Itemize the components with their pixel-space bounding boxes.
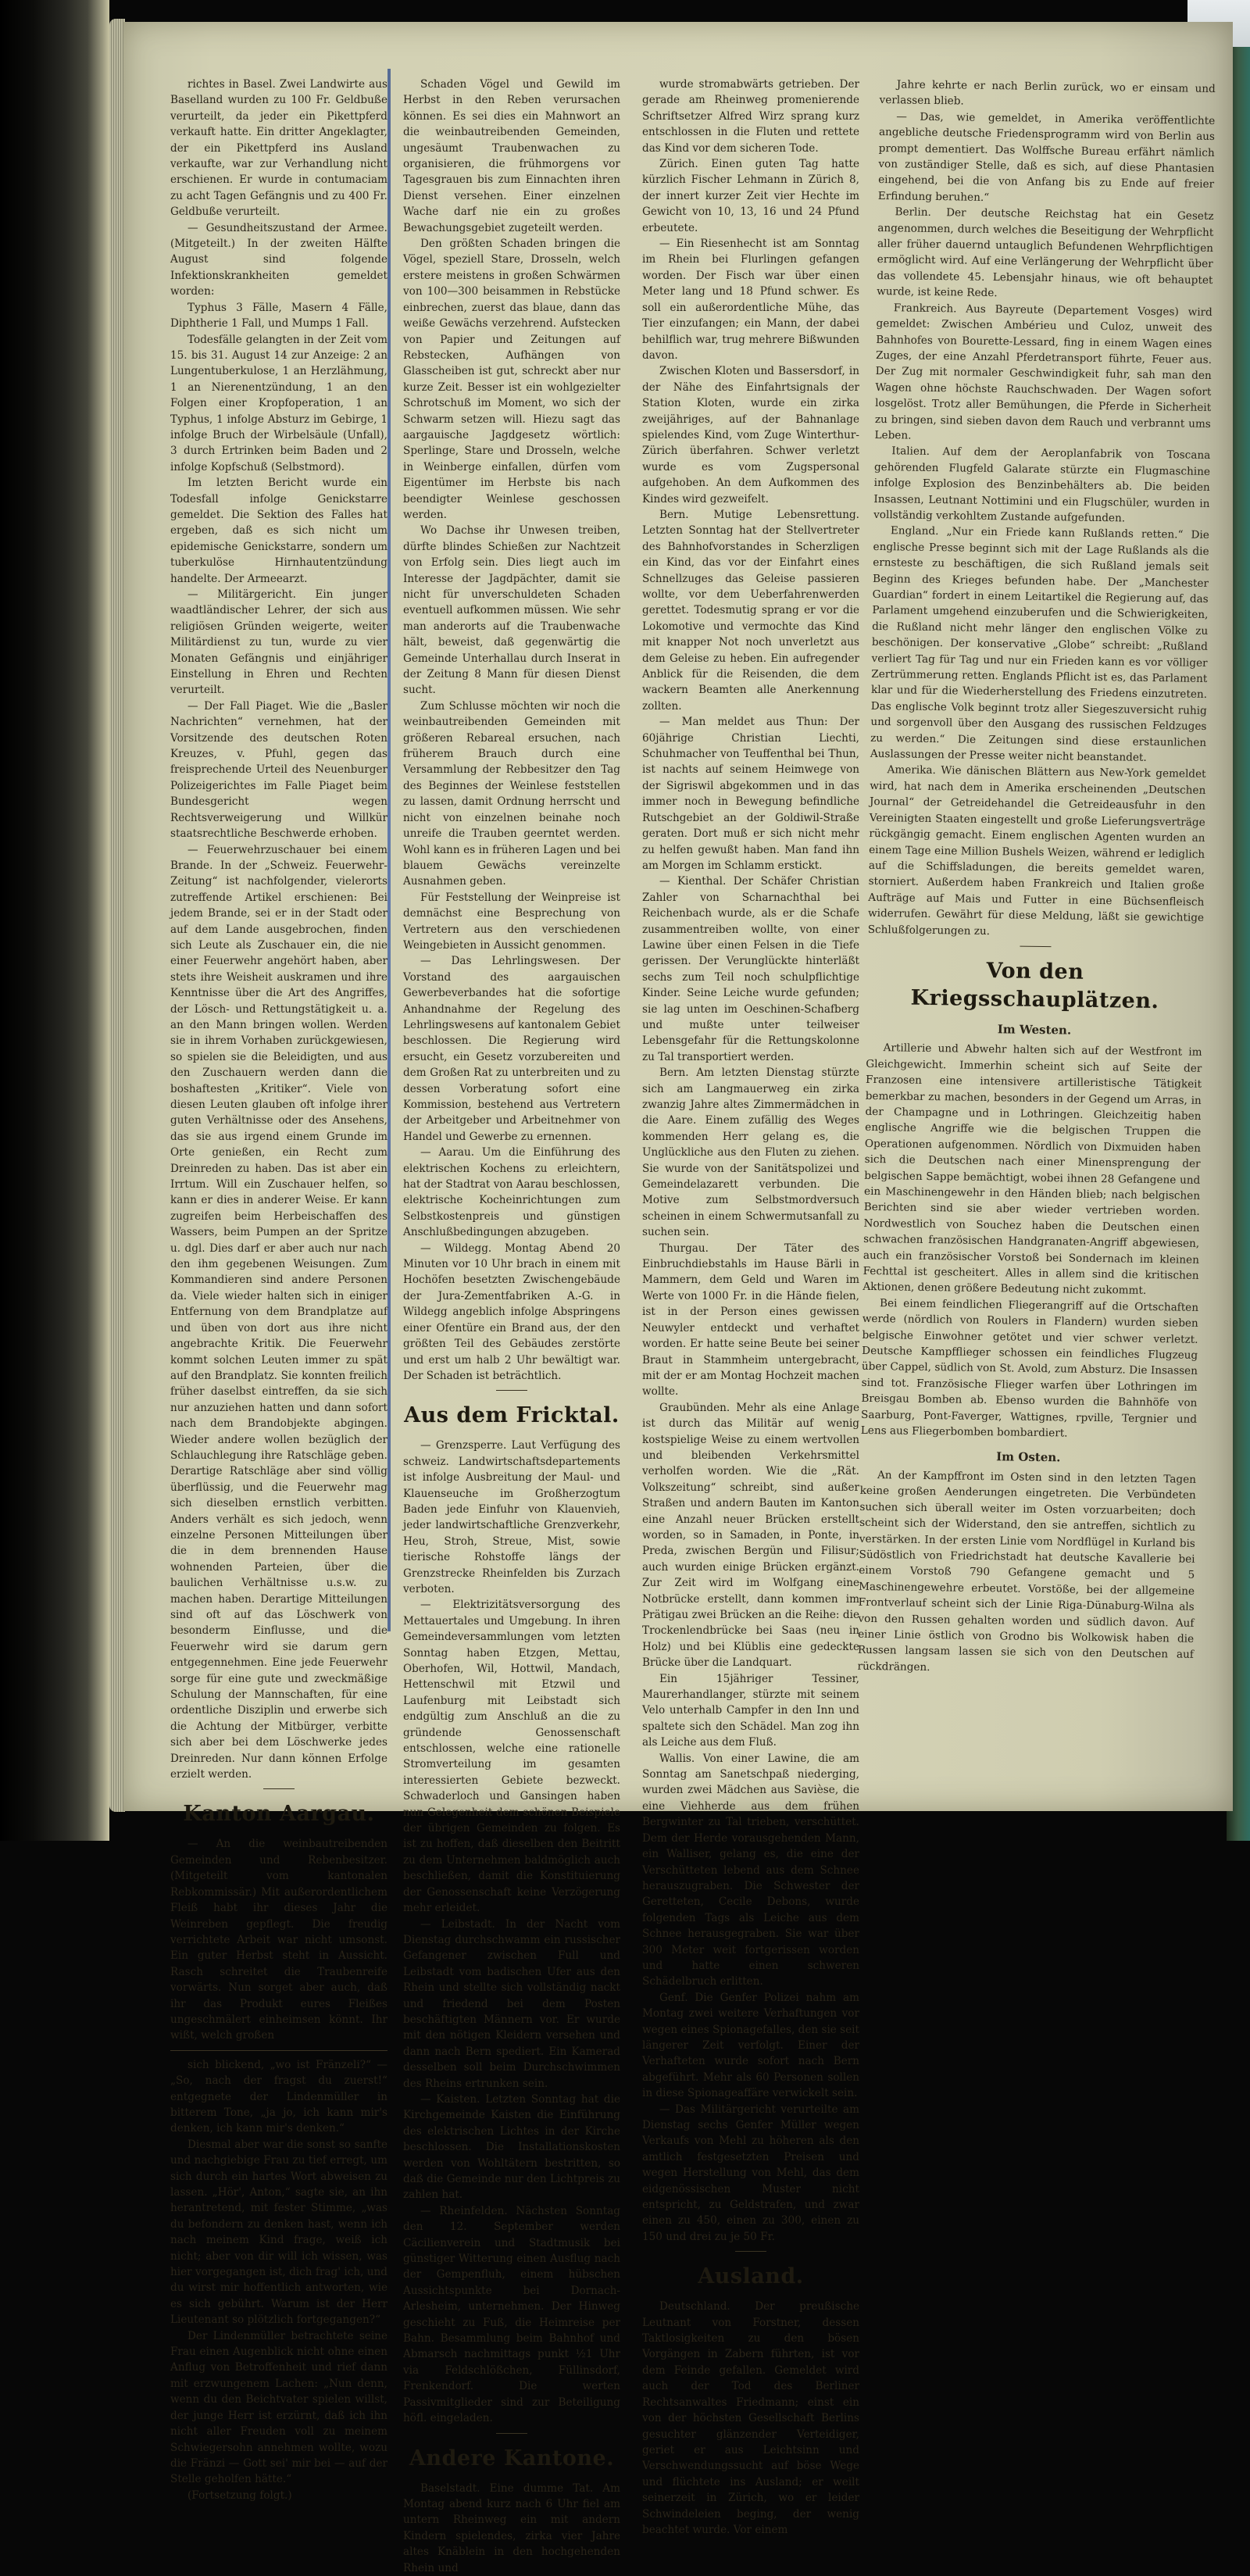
column-3-text-2 <box>642 2299 859 2538</box>
paragraph: — Der Fall Piaget. Wie die „Basler Nachrichten“ vernehmen, hat der Vorsitzende des deutschen Roten Kreuzes, v. Pfuhl, gegen das freisprechende Urteil des Neuenburger Polizeigerichtes im Falle Piaget beim Bundesgericht wegen Rechtsverweigerung und Willkür staatsrechtliche Beschwerde erhoben. <box>170 699 388 841</box>
paragraph: — Grenzsperre. Laut Verfügung des schweiz. Landwirtschaftsdepartements ist infolge Ausbreitung der Maul- und Klauenseuche im Großherzogtum Baden jede Einfuhr von Klauenvieh, jeder landwirtschaftliche Grenzverkehr, Heu, Stroh, Streue, Mist, sowie tierische Rohstoffe längs der Grenzstrecke Rheinfelden bis Zurzach verboten. <box>403 1439 620 1595</box>
paragraph: — Aarau. Um die Einführung des elektrischen Kochens zu erleichtern, hat der Stadtrat von Aarau beschlossen, elektrische Kocheinrichtungen zum Selbstkostenpreis und günstigen Anschlußbedingungen abzugeben. <box>403 1146 620 1239</box>
paragraph: — Feuerwehrzuschauer bei einem Brande. In der „Schweiz. Feuerwehr-Zeitung“ ist nachfolgender, vielerorts zutreffende Artikel erschienen: Bei jedem Brande, sei er in der Stadt oder auf dem Lande ausgebrochen, finden sich Leute als Zuschauer ein, die nie einer Feuerwehr angehört haben, aber stets ihre Weisheit auskramen und ihre Kenntnisse über die Art des Angriffes, der Lösch- und Rettungstätigkeit u. a. an den Mann bringen wollen. Werden sie in ihrem Vorhaben zurückgewiesen, so spielen sie die Beleidigten, und aus den Zuschauern werden dann die boshaftesten „Kritiker“. Viele von diesen Leuten glauben oft infolge ihrer guten Verhältnisse oder des Ansehens, das sie aus irgend einem Grunde im Orte genießen, ein Recht zum Dreinreden zu haben. Das ist aber ein Irrtum. Will ein Zuschauer helfen, so kann er dies in anderer Weise. Er kann zugreifen beim Herbeischaffen des Wassers, beim Pumpen an der Spritze u. dgl. Dies darf er aber auch nur nach den ihm gegebenen Weisungen. Zum Kommandieren sind andere Personen da. Viele wieder halten sich in einiger Entfernung von dem Brandplatze auf und üben von dort aus ihre nicht angebrachte Kritik. Die Feuerwehr kommt solchen Leuten immer zu spät auf den Brandplatz. Sie konnten freilich früher daselbst eintreffen, da sie sich nur anzuziehen hatten und dann sofort nach dem Brandobjekte abgingen. Wieder andere wollen bezüglich der Schlauchlegung ihre Ratschläge geben. Derartige Ratschläge aber sind völlig überflüssig, und die Feuerwehr mag sich dieselben ernstlich verbitten. Anders verhält es sich jedoch, wenn einzelne Personen Mitteilungen über die in dem brennenden Hause wohnenden Parteien, über die baulichen Verhältnisse u.s.w. zu machen haben. Derartige Mitteilungen sind oft auf das Löschwerk von besonderm Einflusse, und die Feuerwehr wird sie darum gern entgegennehmen. Eine jede Feuerwehr sorge für eine gute und zweckmäßige Schulung der Mannschaften, für eine ordentliche Disziplin und erwerbe sich die Achtung der Mitbürger, verbitte sich aber bei dem Löschwerke jedes Dreinreden. Nur dann können Erfolge erzielt werden. <box>170 843 388 1781</box>
separator <box>1020 946 1051 948</box>
paragraph: Amerika. Wie dänischen Blättern aus New-York gemeldet wird, hat nach dem in Amerika erscheinenden „Deutschen Journal“ der Getreidehandel die Getreideausfuhr in den Vereinigten Staaten eingestellt und große Lieferungsverträge rückgängig gemacht. Einem englischen Agenten wurden an einem Tage eine Million Bushels Weizen, während er lediglich auf die Schiffsladungen, die bereits gemeldet waren, storniert. Außerdem haben Frankreich und Italien große Aufträge auf Mais und Futter in eine Büchsenfleisch widerrufen. Gewährt für diese Meldung, läßt sie gewichtige Schlußfolgerungen zu. <box>867 763 1206 938</box>
paragraph: Typhus 3 Fälle, Masern 4 Fälle, Diphtherie 1 Fall, und Mumps 1 Fall. <box>170 301 388 330</box>
section-heading: Aus dem Fricktal. <box>404 1403 620 1428</box>
paragraph: Bern. Am letzten Dienstag stürzte sich am Langmauerweg ein zirka zwanzig Jahre altes Zimmermädchen in die Aare. Einem zufällig des Weges kommenden Herr gelang es, die Unglückliche aus den Fluten zu ziehen. Sie wurde von der Sanitätspolizei und Gemeindelazarett verbunden. Die Motive zum Selbstmordversuch scheinen in einem Schwermutsanfall zu suchen sein. <box>642 1066 859 1239</box>
book-spine-edge <box>0 0 109 1841</box>
paragraph: — Militärgericht. Ein junger waadtländischer Lehrer, der sich aus religiösen Gründen weigerte, weiter Militärdienst zu tun, wurde zu vier Monaten Gefängnis und einjähriger Einstellung in Ehren und Rechten verurteilt. <box>170 588 388 697</box>
paragraph: — Elektrizitätsversorgung des Mettauertales und Umgebung. In ihren Gemeindeversammlungen vom letzten Sonntag haben Etzgen, Mettau, Oberhofen, Wil, Hottwil, Mandach, Hettenschwil mit Etzwil und Laufenburg mit Leibstadt sich endgültig zum Anschluß an die zu gründende Genossenschaft entschlossen, welche eine rationelle Stromverteilung im gesamten interessierten Gebiete bezweckt. Schwaderloch und Gansingen haben nun Gelegenheit dem schönen Beispiele der übrigen Gemeinden zu folgen. Es ist zu hoffen, daß dieselben den Beitritt zu dem Unternehmen baldmöglich auch beschließen, damit die Konstituierung der Genossenschaft keine Verzögerung mehr erleidet. <box>403 1599 620 1915</box>
paragraph: Italien. Auf dem der Aeroplanfabrik von Toscana gehörenden Flugfeld Galarate stürzte ein Flugmaschine infolge Explosion des Benzinbehälters ab. Die beiden Insassen, Leutnant Nottimini und ein Flugschüler, wurden in vollständig verkohltem Zustande aufgefunden. <box>873 445 1211 525</box>
paragraph: — Kienthal. Der Schäfer Christian Zahler von Scharnachthal bei Reichenbach wurde, als er die Schafe zusammentreiben wollte, von einer Lawine über einen Felsen in die Tiefe gerissen. Der Verunglückte hinterläßt sechs zum Teil noch schulpflichtige Kinder. Seine Leiche wurde gefunden; sie lag unten im Oeschinen-Schafberg und mußte unter teilweiser Lebensgefahr für die Rettungskolonne zu Tal transportiert werden. <box>642 875 859 1063</box>
blue-ribbon-marker <box>388 69 391 1631</box>
paragraph: Bei einem feindlichen Fliegerangriff auf die Ortschaften werde (nördlich von Roulers in Flandern) wurden sieben belgische Einwohner getötet und vier schwer verletzt. Deutsche Kampfflieger schossen ein feindliches Flugzeug über Cappel, südlich von St. Avold, zum Absturz. Die Insassen sind tot. Französische Flieger warfen über Lothringen im Breisgau Bomben ab. Ebenso wurden die Bahnhöfe von Saarburg, Pont-Faverger, Wattignes, rpville, Tergnier und Lens aus Fliegerbomben bombardiert. <box>860 1296 1199 1440</box>
section-heading: Kanton Aargau. <box>183 1802 375 1827</box>
paragraph: Graubünden. Mehr als eine Anlage ist durch das Militär auf wenig kostspielige Weise zu einem wertvollen und bleibenden Verkehrsmittel verholfen worden. Wie die „Rät. Volkszeitung“ schreibt, sind außer Straßen und andern Bauten im Kanton eine Anzahl neuer Brücken erstellt worden, so in Samaden, in Ponte, in Preda, zwischen Bergün und Filisur; auch wurden einige Brücken ergänzt. Zur Zeit wird im Wolfgang eine Notbrücke erstellt, dann kommen im Prätigau zwei Brücken an die Reihe: die Trockenlendbrücke bei Saas (neu in Holz) und bei Klüblis eine gedeckte Brücke über die Landquart. <box>642 1401 859 1670</box>
paragraph: Baselstadt. Eine dumme Tat. Am Montag abend kurz nach 6 Uhr fiel am untern Rheinweg ein mit andern Kindern spielendes, zirka vier Jahre altes Knäblein in den hochgehenden Rhein und <box>403 2481 620 2574</box>
paragraph: richtes in Basel. Zwei Landwirte aus Baselland wurden zu 100 Fr. Geldbuße verurteilt, da jeder ein Pikettpferd verkauft hatte. Ein dritter Angeklagter, der ein Pikettpferd ins Ausland verkaufte, war zur Verhandlung nicht erschienen. Er wurde in contumaciam zu acht Tagen Gefängnis und zu 400 Fr. Geldbuße verurteilt. <box>170 78 388 219</box>
paragraph: wurde stromabwärts getrieben. Der gerade am Rheinweg promenierende Schriftsetzer Alfred Wirz sprang kurz entschlossen in die Fluten und rettete das Kind vor dem sicheren Tode. <box>642 78 859 155</box>
paragraph: — Gesundheitszustand der Armee. (Mitgeteilt.) In der zweiten Hälfte August sind folgende Infektionskrankheiten gemeldet worden: <box>170 221 388 298</box>
paragraph: — Ein Riesenhecht ist am Sonntag im Rhein bei Flurlingen gefangen worden. Der Fisch war über einen Meter lang und 18 Pfund schwer. Es soll ein außerordentliche Mühe, das Tier einzufangen; ein Mann, der dabei behilflich war, trug mehrere Bißwunden davon. <box>642 238 859 362</box>
paragraph: Schaden Vögel und Gewild im Herbst in den Reben verursachen können. Es sei dies ein Mahnwort an die weinbautreibenden Gemeinden, ungesäumt Traubenwachen zu organisieren, die frühmorgens vor Tagesgrauen bis zum Einnachten ihren Dienst versehen. Einer einzelnen Wache darf nie ein zu großes Bewachungsgebiet zugeteilt werden. <box>403 78 620 234</box>
paragraph: Zürich. Einen guten Tag hatte kürzlich Fischer Lehmann in Zürich 8, der innert kurzer Zeit vier Hechte im Gewicht von 10, 13, 16 und 24 Pfund erbeutete. <box>642 158 859 234</box>
separator <box>263 1788 295 1789</box>
paragraph: — Wildegg. Montag Abend 20 Minuten vor 10 Uhr brach in einem mit Hochöfen besetzten Zwischengebäude der Jura-Zementfabriken A.-G. in Wildegg angeblich infolge Abspringens einer Ofentüre ein Brand aus, der den größten Teil des Gebäudes zerstörte und erst um halb 2 Uhr bewältigt war. Der Schaden ist beträchtlich. <box>403 1242 620 1382</box>
paragraph: Diesmal aber war die sonst so sanfte und nachgiebige Frau zu tief erregt, um sich durch ein hartes Wort abweisen zu lassen. „Hör', Anton,“ sagte sie, an ihn herantretend, mit fester Stimme, „was du befondern zu denken hast, wenn ich nach meinem Kind frage, weiß ich nicht; aber von dir will ich wissen, was hier vorgegangen ist, dich frag' ich, und du wirst mir hoffentlich antworten, wie es sich gebührt. Warum ist der Herr Lieutenant so plötzlich fortgegangen?“ <box>170 2138 388 2327</box>
paragraph: Ein 15jähriger Tessiner, Maurerhandlanger, stürzte mit seinem Velo unterhalb Campfer in den Inn und spaltete sich den Schädel. Man zog ihn als Leiche aus dem Fluß. <box>642 1672 859 1749</box>
paragraph: Thurgau. Der Täter des Einbruchdiebstahls im Hause Bärli in Mammern, dem Geld und Waren im Werte von 1000 Fr. in die Hände fielen, ist in der Person eines gewissen Neuwyler entdeckt und verhaftet worden. Er hatte seine Beute bei seiner Braut in Stammheim untergebracht, mit der er am Montag Hochzeit machen wollte. <box>642 1242 859 1399</box>
paragraph: Zwischen Kloten und Bassersdorf, in der Nähe des Einfahrtsignals der Station Kloten, wurde ein zirka zweijähriges, auf der Bahnanlage spielendes Kind, vom Zuge Winterthur-Zürich überfahren. Schwer verletzt wurde es vom Zugspersonal aufgehoben. An dem Aufkommen des Kindes wird gezweifelt. <box>642 365 859 506</box>
paragraph: Im letzten Bericht wurde ein Todesfall infolge Genickstarre gemeldet. Die Sektion des Falles hat ergeben, daß es sich nicht um epidemische Genickstarre, sondern um tuberkulöse Hirnhautentzündung handelte. Der Armeearzt. <box>170 477 388 585</box>
separator <box>496 2433 527 2434</box>
paragraph: Zum Schlusse möchten wir noch die weinbautreibenden Gemeinden mit größeren Rebareal ersuchen, nach früherem Brauch durch eine Versammlung der Rebbesitzer den Tag des Beginnes der Weinlese feststellen zu lassen, damit Ordnung herrscht und nicht von einzelnen beinahe noch unreife die Trauben geerntet werden. Wohl kann es in früheren Lagen und bei blauem Gewächs vereinzelte Ausnahmen geben. <box>403 699 620 888</box>
page-stack-edge <box>109 19 125 1812</box>
paragraph: Berlin. Der deutsche Reichstag hat ein Gesetz angenommen, durch welches die Beseitigung der Wehrpflicht aller früher dauernd untauglich Befundenen Wehrpflichtigen ermöglicht wird. Auf eine Verlängerung der Wehrpflicht über das vollendete 45. Lebensjahr hinaus, wie oft behauptet wurde, ist keine Rede. <box>877 205 1214 300</box>
column-4-text-2 <box>861 1040 1202 1443</box>
column-4-text-3 <box>857 1467 1196 1679</box>
newspaper-page <box>123 22 1233 2574</box>
column-2-text <box>403 77 620 1384</box>
column-2-text-2 <box>403 1438 620 2426</box>
column-1 <box>170 77 388 2503</box>
paragraph: — Das Militärgericht verurteilte am Dienstag sechs Genfer Müller wegen Verkaufs von Mehl zu höheren als den amtlich festgesetzten Preisen und wegen Herstellung von Mehl, das dem eidgenössischen Muster nicht entspricht, zu Geldstrafen, und zwar einen zu 450, einen zu 300, einen zu 150 und drei zu je 50 Fr. <box>642 2103 859 2243</box>
column-2-text-3 <box>403 2481 620 2576</box>
feuilleton-text <box>170 2057 388 2503</box>
section-heading: Andere Kantone. <box>409 2446 615 2471</box>
separator <box>496 1390 527 1391</box>
paragraph: (Fortsetzung folgt.) <box>188 2488 292 2502</box>
paragraph: Den größten Schaden bringen die Vögel, speziell Stare, Drosseln, welch erstere meistens in großen Schwärmen von 100—300 beisammen in Rebstücke einbrechen, zuerst das blaue, dann das weiße Gewächs verzehrend. Aufstecken von Papier und Zeitungen auf Rebstecken, Aufhängen von Glasscheiben ist gut, schreckt aber nur kurze Zeit. Besser ist ein wohlgezielter Schrotschuß im Moment, wo sich der Schwarm setzen will. Hiezu sagt das aargauische Jagdgesetz wörtlich: Sperlinge, Stare und Drosseln, welche in Weinberge einfallen, dürfen vom Eigentümer im Herbste bis nach beendigter Weinlese geschossen werden. <box>403 238 620 521</box>
paragraph: — Das, wie gemeldet, in Amerika veröffentlichte angebliche deutsche Friedensprogramm wird von Berlin aus prompt dementiert. Das Wolffsche Bureau erfährt nämlich von zuständiger Stelle, daß es sich, auf diese Phantasien eingehend, bei die von Anfang bis zu Ende auf freier Erfindung beruhen.“ <box>877 110 1216 204</box>
paragraph: — An die weinbautreibenden Gemeinden und Rebenbesitzer. (Mitgeteilt vom kantonalen Rebkommissär.) Mit außerordentlichem Fleiß habt ihr dieses Jahr die Weinreben gepflegt. Die freudig verrichtete Arbeit war nicht umsonst. Ein guter Herbst steht in Aussicht. Rasch schreitet die Traubenreife vorwärts. Nun sorget aber auch, daß ihr das Produkt eures Fleißes ungeschmälert einheimsen könnt. Ihr wißt, welch großen <box>170 1838 388 2042</box>
column-3-text <box>642 77 859 2245</box>
paragraph: Wallis. Von einer Lawine, die am Sonntag am Sanetschpaß niederging, wurden zwei Mädchen aus Savièse, die eine Viehherde aus dem frühen Bergwinter zu Tal trieben, verschüttet. Dem der Herde vorausgehenden Mann, ein Walliser, gelang es, die eine der Verschütteten lebend aus dem Schnee herauszugraben. Die Schwester der Geretteten, Cecile Debons, wurde folgenden Tags als Leiche aus dem Schnee herausgegraben. Sie war über 300 Meter weit fortgerissen worden und hatte einen schweren Schädelbruch erlitten. <box>642 1752 859 1988</box>
paragraph: sich blickend, „wo ist Fränzeli?“ — „So, nach der fragst du zuerst!“ entgegnete der Lindenmüller in bitterem Tone, „ja jo, ich kann mir's denken, ich kann mir's denken.“ <box>170 2058 388 2135</box>
subsection-heading: Im Osten. <box>996 1449 1061 1464</box>
subsection-heading: Im Westen. <box>997 1022 1072 1038</box>
paragraph: — Rheinfelden. Nächsten Sonntag den 12. September werden Cäcilienverein und Stadtmusik bei günstiger Witterung einen Ausflug nach der Gempenfluh, einem hübschen Aussichtspunkte bei Dornach-Arlesheim, unternehmen. Der Hinweg geschieht zu Fuß, die Heimreise per Bahn. Besammlung beim Bahnhof und Abmarsch nachmittags punkt ½1 Uhr via Feldschlößchen, Füllinsdorf, Frenkendorf. Die werten Passivmitglieder sind zur Beteiligung höfl. eingeladen. <box>403 2204 620 2425</box>
section-heading: Ausland. <box>698 2264 804 2289</box>
paragraph: Frankreich. Aus Bayreute (Departement Vosges) wird gemeldet: Zwischen Ambérieu und Culoz, unweit des Bahnhofes von Bourette-Lessard, fing in einem Wagen eines Zuges, der eine Anzahl Pferdetransport führte, Feuer aus. Der Zug mit normaler Geschwindigkeit fuhr, sah man den Wagen ohne höchste Rauchschwaden. Der Wagen sofort losgelöst. Trotz aller Bemühungen, die Pferde in Sicherheit zu bringen, sind sieben davon dem Rauch und verbrannt ums Leben. <box>874 301 1212 442</box>
paragraph: — Das Lehrlingswesen. Der Vorstand des aargauischen Gewerbeverbandes hat die sofortige Anhandnahme der Regelung des Lehrlingswesens auf kantonalem Gebiet beschlossen. Die Regierung wird ersucht, ein Gesetz vorzubereiten und dem Großen Rat zu unterbreiten und zu dessen Vorberatung sofort eine Kommission, bestehend aus Vertretern der Arbeitgeber und Arbeitnehmer von Handel und Gewerbe zu ernennen. <box>403 955 620 1143</box>
paragraph: — Kaisten. Letzten Sonntag hat die Kirchgemeinde Kaisten die Einführung des elektrischen Lichtes in der Kirche beschlossen. Die Installationskosten werden von Wohltätern bestritten, so daß die Gemeinde nur den Lichtpreis zu zahlen hat. <box>403 2092 620 2202</box>
column-4-text <box>868 77 1216 942</box>
column-1-text <box>170 77 388 1782</box>
paragraph: Bern. Mutige Lebensrettung. Letzten Sonntag hat der Stellvertreter des Bahnhofvorstandes in Scherzligen ein Kind, das vor der Einfahrt eines Schnellzuges das Geleise passieren wollte, vor dem Ueberfahrenwerden gerettet. Todesmutig sprang er vor die Lokomotive und vermochte das Kind mit knapper Not noch unverletzt aus dem Geleise zu heben. Ein aufregender Anblick für die Reisenden, die dem wackern Beamten alle Anerkennung zollten. <box>642 508 859 713</box>
paragraph: Deutschland. Der preußische Leutnant von Forstner, dessen Taktlosigkeiten zu den bösen Vorgängen in Zabern führten, ist vor dem Feinde gefallen. Gemeldet wird auch der Tod des Berliner Rechtsanwaltes Friedmann; einst ein von der höchsten Gesellschaft Berlins gesuchter glänzender Verteidiger, geriet er aus Leichtsinn und Verschwendungssucht auf böse Wege und flüchtete ins Ausland; er weilt seinerzeit in Zürich, wo er leider Schwindeleien beging, der wenig beachtet wurde. Vor einem <box>642 2300 859 2536</box>
section-heading: Von den Kriegsschauplätzen. <box>910 958 1159 1014</box>
separator <box>170 2050 388 2051</box>
paragraph: England. „Nur ein Friede kann Rußlands retten.“ Die englische Presse beginnt sich mit der Lage Rußlands als die ernsteste zu beschäftigen, die sich Rußland jemals seit Beginn des Krieges befunden habe. Der „Manchester Guardian“ fordert in einem Leitartikel die Regierung auf, das Parlament umgehend einzuberufen und die Schwierigkeiten, die Rußland nicht mehr länger den englischen Völke zu beschönigen. Der konservative „Globe“ schreibt: „Rußland verliert Tag für Tag und nur ein Frieden kann es vor völliger Zertrümmerung retten. Englands Pflicht ist es, das Parlament klar und für die Wiederherstellung des Friedens einzutreten. Das englische Volk beginnt trotz aller Siegeszuversicht ruhig und sorgenvoll über den Ausgang des russischen Feldzuges zu werden.“ Die Zeitungen sind diese erstaunlichen Auslassungen der Presse weiter nicht beanstandet. <box>870 524 1209 764</box>
paragraph: — Leibstadt. In der Nacht vom Dienstag durchschwamm ein russischer Gefangener zwischen Full und Leibstadt vom badischen Ufer aus den Rhein und stellte sich vollständig nackt und friedend bei dem Posten beschäftigten Männern vor. Er wurde mit den nötigen Kleidern versehen und dann nach Bern spediert. Ein Kamerad desselben soll beim Durchschwimmen des Rheins ertrunken sein. <box>403 1917 620 2090</box>
paragraph: Todesfälle gelangten in der Zeit vom 15. bis 31. August 14 zur Anzeige: 2 an Lungentuberkulose, 1 an Herzlähmung, 1 an Nierenentzündung, 1 an den Folgen einer Kropfoperation, 1 an Typhus, 1 infolge Absturz im Gebirge, 1 infolge Bruch der Wirbelsäule (Unfall), 3 durch Ertrinken beim Baden und 2 infolge Kopfschuß (Selbstmord). <box>170 333 388 473</box>
column-3 <box>642 77 859 2538</box>
column-4 <box>857 77 1216 1679</box>
paragraph: — Man meldet aus Thun: Der 60jährige Christian Liechti, Schuhmacher von Teuffenthal bei Thun, ist nachts auf seinem Heimwege von der Sigriswil abgekommen und in das immer noch in Bewegung befindliche Rutschgebiet an der Goldiwil-Straße geraten. Dort muß er sich nicht mehr zu helfen gewußt haben. Man fand ihn am Morgen im Schlamm erstickt. <box>642 716 859 872</box>
paragraph: Artillerie und Abwehr halten sich auf der Westfront im Gleichgewicht. Immerhin scheint sich auf Seite der Franzosen eine intensivere artilleristische Tätigkeit bemerkbar zu machen, besonders in der Gegend um Arras, in der Champagne und in Lothringen. Gleichzeitig haben englische Angriffe wie die belgischen Truppen die Operationen aufgenommen. Nördlich von Dixmuiden haben sich die Deutschen nach einer Minensprengung der belgischen Sappe bemächtigt, wobei ihnen 28 Gefangene und ein Maschinengewehr in den Händen blieb; nach belgischen Berichten sind sie aber wieder vertrieben worden. Nordwestlich von Souchez haben die Deutschen einen schwachen französischen Handgranaten-Angriff abgewiesen, auch ein französischer Vorstoß bei Sondernach im kleinen Fechttal ist gescheitert. Alles in allem sind die kritischen Aktionen, denen größere Bedeutung nicht zukommt. <box>862 1041 1202 1298</box>
column-2 <box>403 77 620 2576</box>
paragraph: Genf. Die Genfer Polizei nahm am Montag zwei weitere Verhaftungen vor wegen eines Spionagefalles, den sie seit längerer Zeit verfolgt. Einer der Verhafteten wurde sofort nach Bern abgeführt. Mehr als 60 Personen sollen in diese Spionageaffäre verwickelt sein. <box>642 1991 859 2100</box>
column-1-text-2 <box>170 1836 388 2043</box>
paragraph: Für Feststellung der Weinpreise ist demnächst eine Besprechung von Vertretern aus den verschiedenen Weingebieten in Aussicht genommen. <box>403 891 620 952</box>
separator <box>735 2251 766 2252</box>
paragraph: Jahre kehrte er nach Berlin zurück, wo er einsam und verlassen blieb. <box>879 78 1216 108</box>
paragraph: Der Lindenmüller betrachtete seine Frau einen Augenblick nicht ohne einen Anflug von Betroffenheit und rief dann mit erzwungenem Lachen: „Nun denn, wenn du den Beichtvater spielen willst, der junge Herr ist erzürnt, daß ich ihn nicht aller Freuden voll zu meinem Schwiegersohn annehmen wollte, wozu die Fränzi — Gott sei' mir bei — auf der Stelle geholfen hätte.“ <box>170 2329 388 2486</box>
paragraph: An der Kampffront im Osten sind in den letzten Tagen keine großen Aenderungen eingetreten. Die Verbündeten suchen sich überall weiter im Osten vorzuarbeiten; doch scheint sich der Widerstand, den sie antreffen, sichtlich zu verstärken. In der ersten Linie vom Nordflügel in Kurland bis Südöstlich von Friedrichstadt hat deutsche Kavallerie bei einem Vorstoß 790 Gefangene gemacht und 5 Maschinengewehre erbeutet. Vorstöße, bei der allgemeine Frontverlauf scheint sich der Linie Riga-Dünaburg-Wilna als von den Russen gehalten worden und südlich davon. Auf einer Linie östlich von Grodno bis Wolkowisk haben die Russen langsam lassen sie sich von den Deutschen auf rückdrängen. <box>857 1469 1197 1674</box>
paragraph: Wo Dachse ihr Unwesen treiben, dürfte blindes Schießen zur Nachtzeit von Erfolg sein. Dies liegt auch im Interesse der Jagdpächter, damit sie nicht für unverschuldeten Schaden eventuell aufkommen müssen. Wie sehr man anderorts auf die Traubenwache hält, beweist, daß gegenwärtig die Gemeinde Unterhallau durch Inserat in der Zeitung 8 Mann für diesen Dienst sucht. <box>403 524 620 697</box>
